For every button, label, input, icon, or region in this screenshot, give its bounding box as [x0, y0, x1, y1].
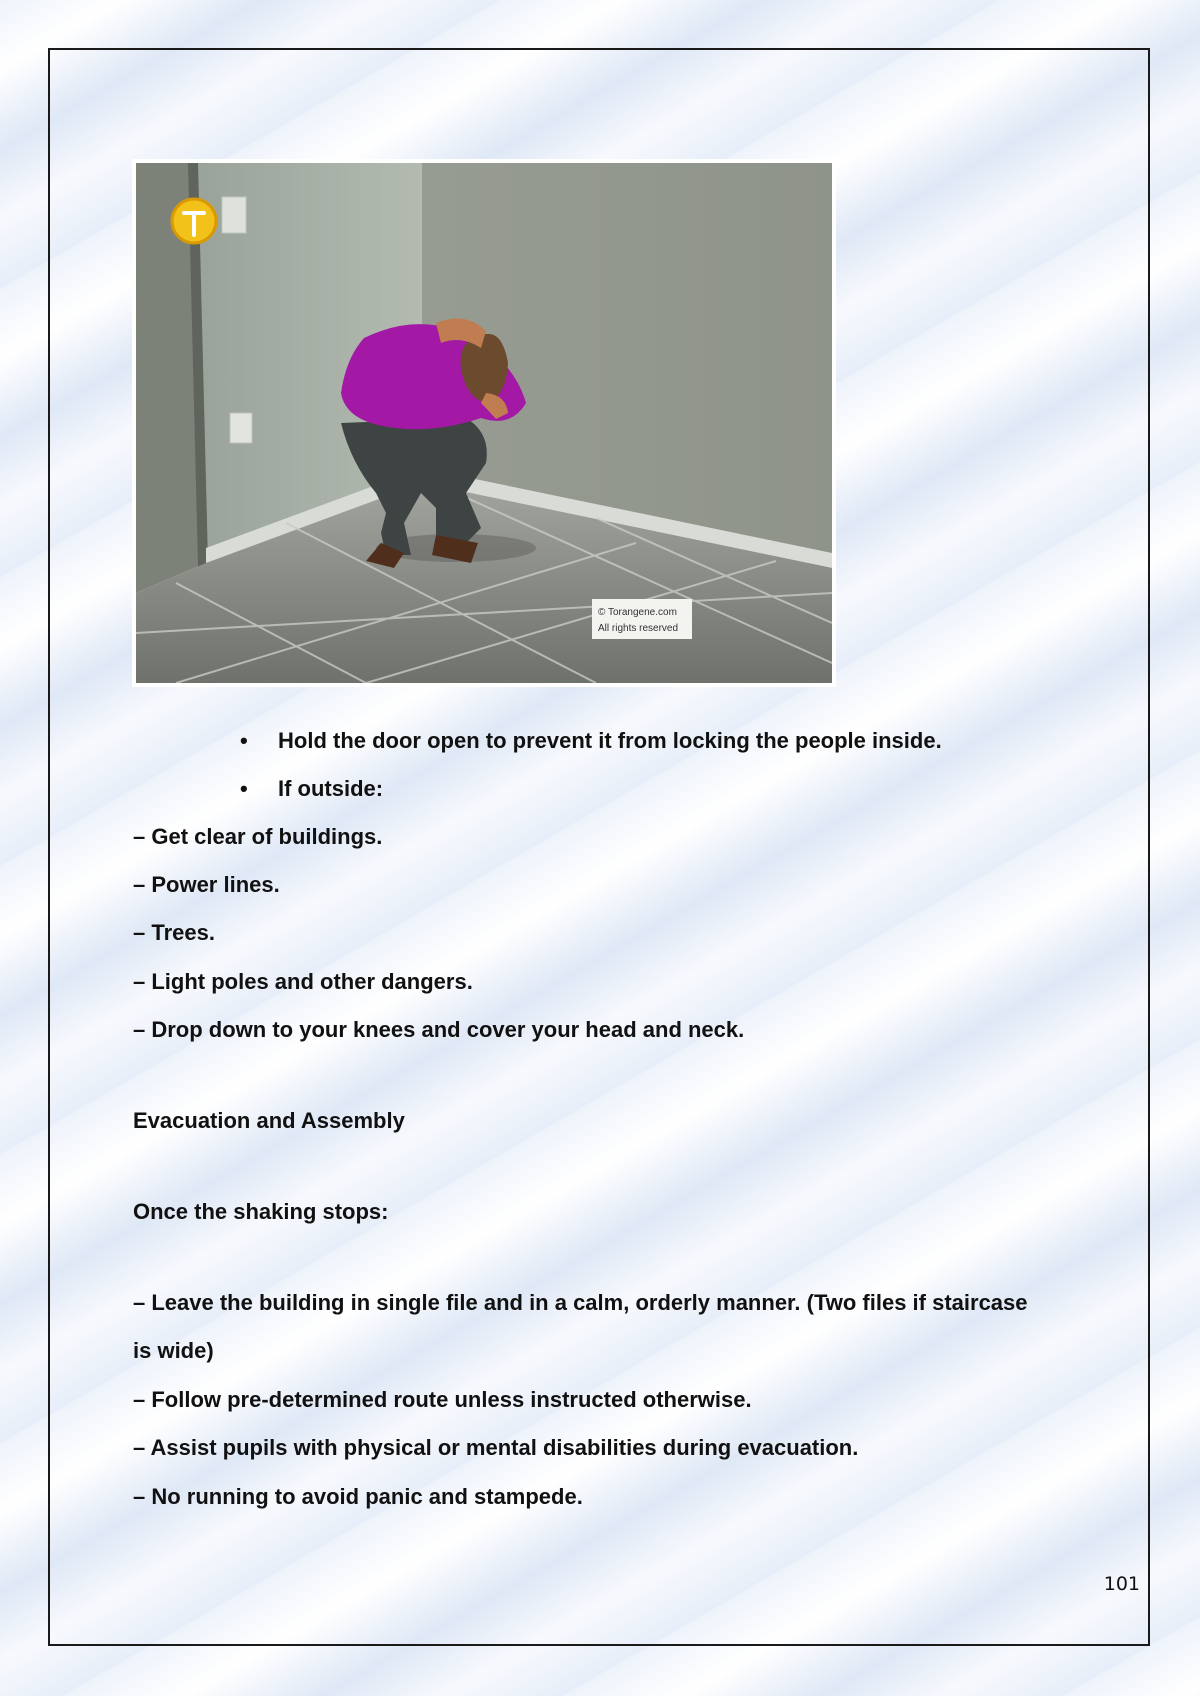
evacuation-item: – Assist pupils with physical or mental disabilities during evacuation.: [133, 1435, 859, 1460]
watermark-line1: © Torangene.com: [598, 607, 677, 618]
outside-item: – Get clear of buildings.: [133, 824, 383, 849]
outside-item: – Drop down to your knees and cover your head and neck.: [133, 1017, 745, 1042]
section-heading: Evacuation and Assembly: [133, 1108, 405, 1133]
evacuation-item: – Leave the building in single file and in a calm, orderly manner. (Two files if staircase: [133, 1290, 1028, 1315]
bullet-text: If outside:: [278, 776, 384, 801]
outside-item: – Trees.: [133, 920, 215, 945]
watermark-line2: All rights reserved: [598, 623, 679, 634]
evacuation-item: – No running to avoid panic and stampede.: [133, 1484, 583, 1509]
evacuation-item-continued: is wide): [133, 1338, 214, 1363]
page-number: 101: [1103, 1573, 1140, 1595]
outside-item: – Light poles and other dangers.: [133, 969, 473, 994]
bullet-dot: •: [240, 776, 248, 801]
evacuation-item: – Follow pre-determined route unless instructed otherwise.: [133, 1387, 752, 1412]
bullet-dot: •: [240, 728, 248, 753]
intro-text: Once the shaking stops:: [133, 1199, 389, 1224]
outside-item: – Power lines.: [133, 872, 280, 897]
bullet-text: Hold the door open to prevent it from locking the people inside.: [278, 728, 942, 753]
earthquake-illustration: [132, 159, 836, 687]
